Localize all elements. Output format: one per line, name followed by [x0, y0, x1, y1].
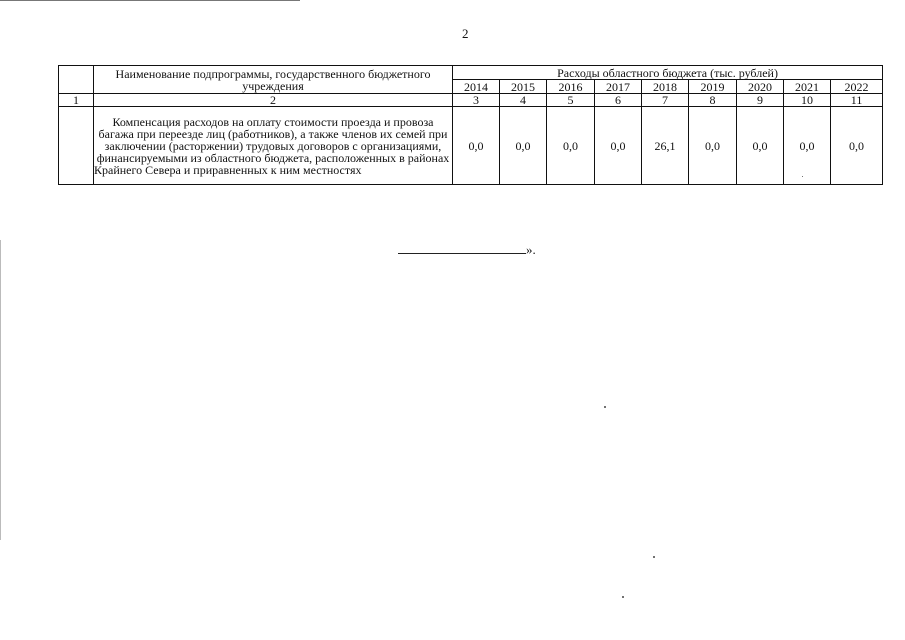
scan-speck	[622, 596, 624, 598]
value-cell: 0,0	[547, 107, 595, 185]
column-numbers-row	[59, 94, 883, 107]
row-number-header	[59, 66, 94, 94]
year-header: 2021	[784, 80, 831, 94]
expenses-column-header: Расходы областного бюджета (тыс. рублей)	[453, 66, 883, 80]
year-header: 2014	[453, 80, 500, 94]
row-number-cell	[59, 107, 94, 185]
scan-speck	[604, 406, 606, 408]
value-cell: 0,0	[784, 107, 831, 185]
value-cell: 0,0	[500, 107, 547, 185]
column-number: 3	[453, 94, 500, 107]
column-number: 6	[595, 94, 642, 107]
closing-line	[398, 242, 536, 258]
year-header: 2022	[831, 80, 883, 94]
value-cell: 0,0	[737, 107, 784, 185]
value-cell: 0,0	[689, 107, 737, 185]
column-number: 8	[689, 94, 737, 107]
value-cell: 26,1	[642, 107, 689, 185]
header-row	[59, 66, 883, 80]
closing-quote: ».	[526, 242, 536, 257]
scan-edge	[0, 240, 1, 540]
table-row	[59, 107, 883, 185]
column-number: 10	[784, 94, 831, 107]
value-cell: 0,0	[595, 107, 642, 185]
year-header: 2018	[642, 80, 689, 94]
column-number: 2	[94, 94, 453, 107]
year-header: 2020	[737, 80, 784, 94]
year-header: 2019	[689, 80, 737, 94]
scan-speck	[653, 556, 655, 558]
column-number: 7	[642, 94, 689, 107]
budget-table	[58, 65, 883, 185]
column-number: 5	[547, 94, 595, 107]
value-cell: 0,0	[453, 107, 500, 185]
name-column-header: Наименование подпрограммы, государственного бюджетного учреждения	[94, 66, 453, 94]
column-number: 11	[831, 94, 883, 107]
year-header: 2017	[595, 80, 642, 94]
column-number: 4	[500, 94, 547, 107]
subprogram-name-cell: Компенсация расходов на оплату стоимости проезда и провоза багажа при переезде лиц (работников), а также членов их семей при заключении (расторжении) трудовых договоров с организациями, финансируемыми из областного бюджета, расположенных в районах Крайнего Севера и приравненных к ним местностях	[94, 107, 453, 185]
page-number: 2	[462, 26, 469, 41]
top-rule	[0, 0, 300, 1]
signature-blank	[398, 242, 526, 254]
scan-speck	[802, 176, 803, 177]
year-header: 2015	[500, 80, 547, 94]
value-cell: 0,0	[831, 107, 883, 185]
column-number: 1	[59, 94, 94, 107]
year-header: 2016	[547, 80, 595, 94]
column-number: 9	[737, 94, 784, 107]
